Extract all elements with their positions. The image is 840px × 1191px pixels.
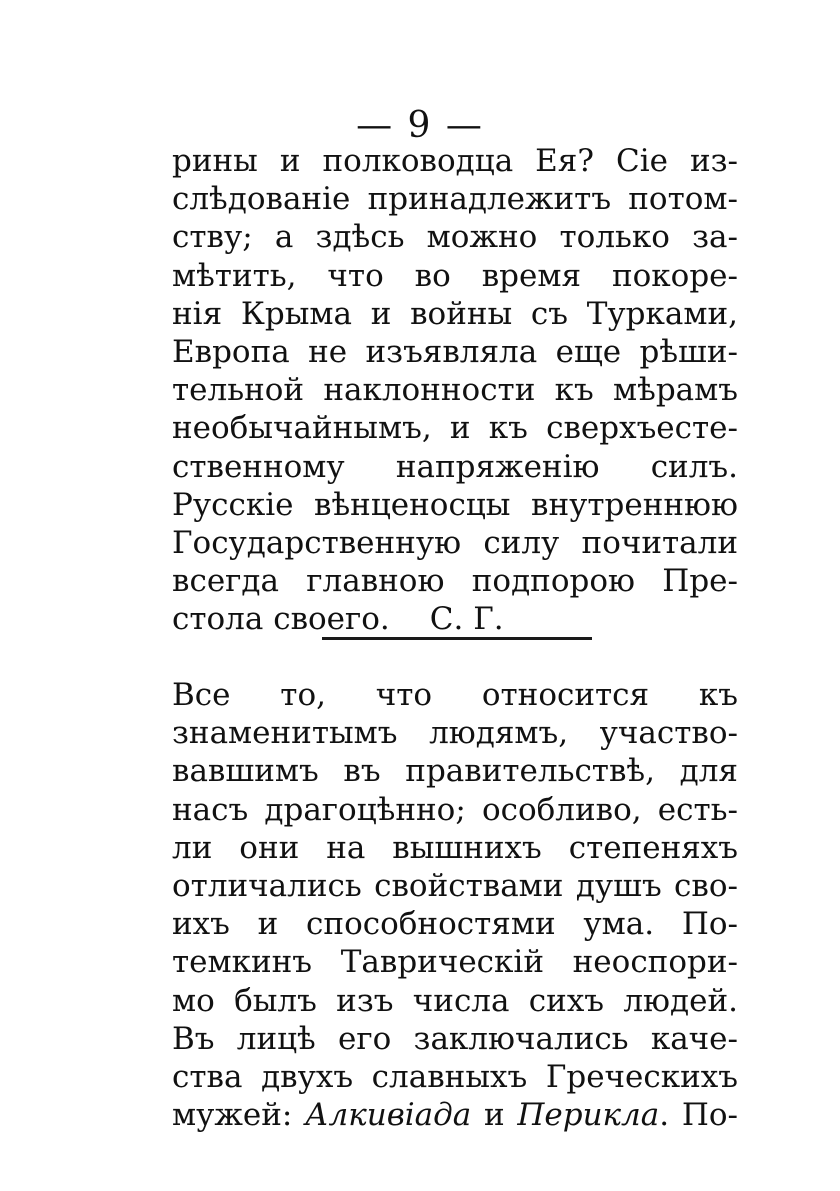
line-segment: . По- xyxy=(659,1097,738,1134)
text-section-2 xyxy=(172,676,738,1134)
text-line: отличались свойствами душъ сво- xyxy=(172,867,738,904)
text-line: Все то, что относится къ xyxy=(172,677,738,713)
text-line-final xyxy=(172,1096,738,1134)
text-line: темкинъ Таврическій неоспори- xyxy=(172,944,738,981)
text-line: всегда главною подпорою Пре- xyxy=(172,563,738,600)
line-segment: и xyxy=(471,1097,518,1134)
line-segment: мужей: xyxy=(172,1097,306,1134)
text-line: мо былъ изъ числа сихъ людей. xyxy=(172,982,738,1019)
page-number: — 9 — xyxy=(356,105,484,146)
name-pericles: Перикла xyxy=(517,1097,660,1134)
text-line: ства двухъ славныхъ Греческихъ xyxy=(172,1058,738,1095)
text-line: слѣдованіе принадлежитъ потом- xyxy=(172,181,738,218)
text-line: насъ драгоцѣнно; особливо, есть- xyxy=(172,791,738,828)
text-line: ихъ и способностями ума. По- xyxy=(172,906,738,943)
text-line: Въ лицѣ его заключались каче- xyxy=(172,1020,738,1057)
text-line: мѣтить, что во время покоре- xyxy=(172,257,738,294)
text-line: ственному напряженію силъ. xyxy=(172,448,738,485)
text-line: знаменитымъ людямъ, участво- xyxy=(172,715,738,752)
text-line: необычайнымъ, и къ сверхъесте- xyxy=(172,410,738,447)
name-alcibiades: Алкивіада xyxy=(305,1097,472,1134)
text-line: вавшимъ въ правительствѣ, для xyxy=(172,753,738,790)
text-line: тельной наклонности къ мѣрамъ xyxy=(172,372,738,409)
text-line: нія Крыма и войны съ Турками, xyxy=(172,295,738,332)
text-line: Государственную силу почитали xyxy=(172,524,738,561)
text-line: Русскіе вѣнценосцы внутреннюю xyxy=(172,486,738,523)
closing-text: стола своего. xyxy=(172,601,390,638)
text-line: Европа не изъявляла еще рѣши- xyxy=(172,333,738,370)
text-section-1 xyxy=(172,142,738,638)
text-line: рины и полководца Ея? Сіе из- xyxy=(172,143,738,179)
text-line: ли они на вышнихъ степеняхъ xyxy=(172,829,738,866)
text-line-final xyxy=(172,600,738,638)
author-signature: С. Г. xyxy=(429,601,504,638)
text-line: ству; а здѣсь можно только за- xyxy=(172,219,738,256)
section-divider xyxy=(322,637,592,640)
